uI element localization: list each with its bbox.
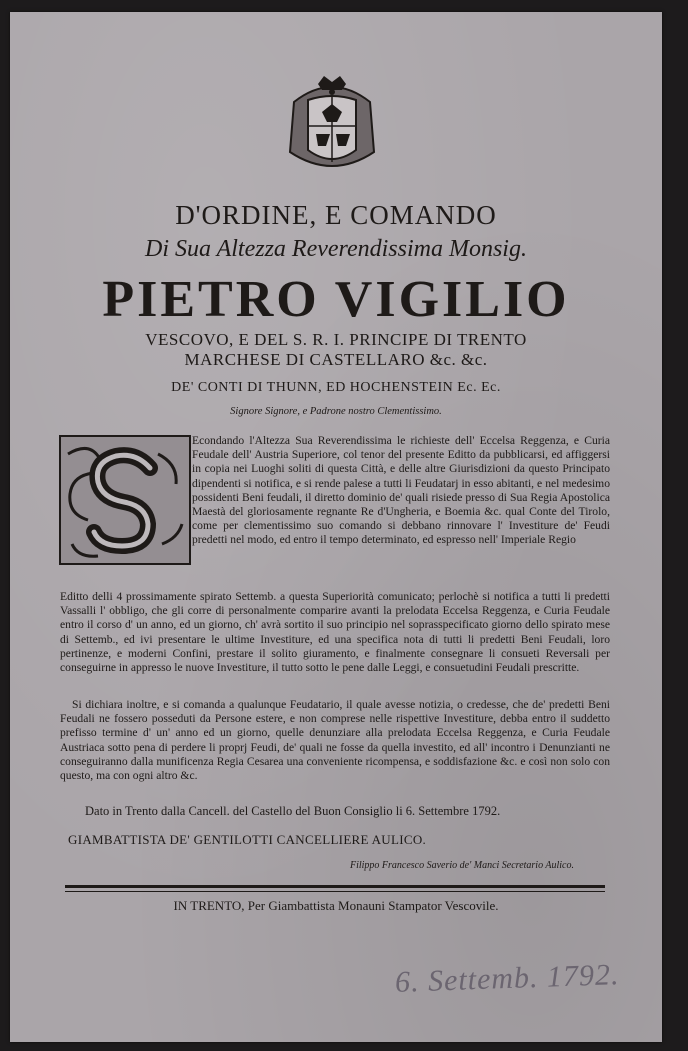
- title-line-3: DE' CONTI DI THUNN, ED HOCHENSTEIN Ec. Ec.: [171, 380, 501, 395]
- edict-paragraph-2: Si dichiara inoltre, e si comanda a qualunque Feudatario, il quale avesse notizia, o credesse, che de' predetti Beni Feudali ne fossero posseduti da Persone estere, e non comprese nelle rispettive Investiture, debba entro il suddetto prefisso termine d' un' anno ed un giorno, quelle denunziare alla prelodata Eccelsa Reggenza, e Curia Feudale Austriaca sotto pena di perdere li proprj Feudi, de' quali ne fosse da quella investito, ed all' incontro i Denunzianti ne conseguiranno dalla munificenza Regia Cesarea una conveniente ricompensa, e soddisfazione &c. e così non solo con questo, ma con ogni altro &c.: [60, 698, 610, 783]
- highness-line: Di Sua Altezza Reverendissima Monsig.: [145, 236, 527, 262]
- ornamental-initial-s: [58, 434, 192, 566]
- chancellor-signature: GIAMBATTISTA DE' GENTILOTTI CANCELLIERE AULICO.: [68, 832, 427, 847]
- edict-paragraph-1-bottom: Editto delli 4 prossimamente spirato Settemb. a questa Superiorità comunicato; perlochè si notifica a tutti li predetti Vassalli l' obbligo, che gli corre di personalmente comparire avanti la prelodata Eccelsa Reggenza, e Curia Feudale entro il corso d' un anno, ed un giorno, ch' avrà sortito il suo principio nel soprasspecificato giorno dello spirato mese di Settemb., ed ivi presentare le ultime Investiture, ed una specifica nota di tutti li predetti Beni Feudali, loro pertinenze, e moderni Confini, prestare il solito giuramento, e finalmente consegnare li consueti Reversali per conseguirne in appresso le nuove Investiture, il tutto sotto le pene dalle Leggi, e consuetudini Feudali prescritte.: [60, 590, 610, 675]
- secretary-signature: Filippo Francesco Saverio de' Manci Secretario Aulico.: [349, 860, 574, 871]
- printer-imprint: IN TRENTO, Per Giambattista Monauni Stampator Vescovile.: [173, 898, 499, 913]
- order-heading: D'ORDINE, E COMANDO: [175, 200, 497, 230]
- handwritten-date-annotation: 6. Settemb. 1792.: [394, 958, 620, 999]
- edict-paragraph-1-top: Econdando l'Altezza Sua Reverendissima le richieste dell' Eccelsa Reggenza, e Curia Feudale dell' Austria Superiore, col tenor del presente Editto da pubblicarsi, ed affiggersi in copia nei Luoghi soliti di questa Città, e delle altre Giurisdizioni da questo Principato dipendenti si notifica, e si rende palese a tutti li Feudatarj in esso abitanti, e nel medesimo possidenti Beni feudali, il diretto dominio de' quali risiede presso di Sua Regia Apostolica Maestà del gloriosamente regnante Re d'Ungheria, e Boemia &c. qual Conte del Tirolo, come per clementissimo suo comando si debbano rinnovare l' Investiture de' Feudi predetti nel modo, ed entro il tempo determinato, ed espresso nell' Imperiale Regio: [192, 434, 610, 547]
- title-line-4: Signore Signore, e Padrone nostro Clementissimo.: [230, 406, 442, 417]
- title-line-1: VESCOVO, E DEL S. R. I. PRINCIPE DI TRENTO: [145, 330, 527, 349]
- bishop-name: PIETRO VIGILIO: [102, 271, 570, 328]
- issue-date: Dato in Trento dalla Cancell. del Castello del Buon Consiglio li 6. Settembre 1792.: [85, 804, 501, 818]
- title-line-2: MARCHESE DI CASTELLARO &c. &c.: [184, 350, 488, 369]
- coat-of-arms-emblem: [282, 72, 382, 184]
- divider-thin: [65, 891, 605, 892]
- edict-document: [10, 12, 662, 1042]
- divider-thick: [65, 885, 605, 888]
